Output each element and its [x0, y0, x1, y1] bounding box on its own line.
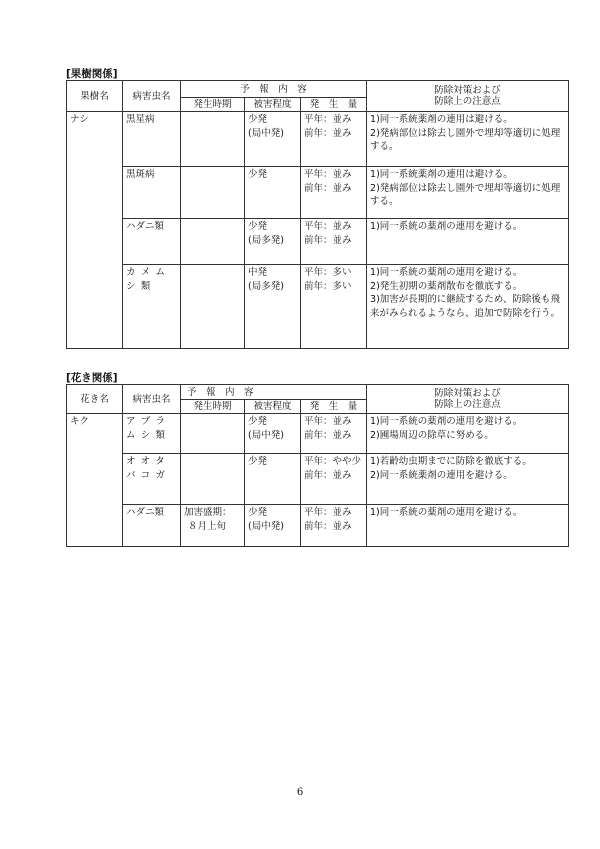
measure-item: 1)同一系統の薬剤の連用を避ける。 — [370, 416, 523, 427]
pest-name: アブラムシ類 — [126, 416, 171, 441]
amount-normal-year: 平年：並み — [304, 114, 352, 125]
damage-value: 少発 — [248, 507, 268, 518]
amount-previous-year: 前年：並み — [304, 234, 352, 246]
timing-cell — [181, 454, 245, 505]
header-measures-line1: 防除対策および — [434, 388, 501, 399]
fruit-pest-table — [66, 80, 569, 349]
amount-previous-year: 前年：並み — [304, 469, 352, 481]
measure-item: 1)同一系統の薬剤の連用を避ける。 — [370, 267, 523, 278]
table-row — [67, 265, 569, 349]
damage-local-value: (局中発) — [248, 520, 284, 532]
damage-value: 少発 — [248, 169, 268, 180]
timing-value: 加害盛期： — [184, 507, 232, 518]
table-row — [67, 112, 569, 167]
measures-cell — [367, 219, 569, 265]
measure-item: 1)同一系統の薬剤の連用を避ける。 — [370, 507, 523, 518]
damage-value: 少発 — [248, 456, 268, 467]
header-amount: 発 生 量 — [301, 400, 367, 414]
pest-name-cell: ハダニ類 — [123, 505, 181, 547]
header-pest-name: 病害虫名 — [123, 81, 181, 112]
amount-cell — [301, 265, 367, 349]
amount-previous-year: 前年：並み — [304, 182, 352, 194]
timing-cell — [181, 219, 245, 265]
damage-value: 少発 — [248, 416, 268, 427]
table-row — [67, 454, 569, 505]
amount-previous-year: 前年：並み — [304, 429, 352, 441]
table-row — [67, 219, 569, 265]
timing-date: ８月上旬 — [188, 520, 227, 532]
timing-cell — [181, 414, 245, 454]
amount-previous-year: 前年：並み — [304, 127, 352, 139]
measure-item: 2)圃場周辺の除草に努める。 — [370, 429, 494, 441]
pest-name-cell — [123, 414, 181, 454]
header-forecast: 予 報 内 容 — [181, 81, 367, 98]
header-crop-name: 果樹名 — [67, 81, 123, 112]
measures-cell — [367, 265, 569, 349]
header-measures-line1: 防除対策および — [434, 85, 501, 96]
measure-item: 2)発病部位は除去し園外で埋却等適切に処理する。 — [370, 127, 561, 152]
damage-cell — [245, 265, 301, 349]
measure-item: 2)発病部位は除去し園外で埋却等適切に処理する。 — [370, 182, 561, 207]
amount-normal-year: 平年：やや少 — [304, 456, 362, 467]
header-measures-line2: 防除上の注意点 — [434, 399, 501, 410]
measure-item: 3)加害が長期的に継続するため、防除後も飛来がみられるようなら、追加で防除を行う。 — [370, 294, 561, 319]
damage-value: 少発 — [248, 114, 268, 125]
measure-item: 1)同一系統薬剤の連用は避ける。 — [370, 114, 513, 125]
pest-name-cell — [123, 265, 181, 349]
damage-local-value: (局多発) — [248, 280, 284, 292]
measures-cell — [367, 505, 569, 547]
damage-cell — [245, 454, 301, 505]
amount-normal-year: 平年：並み — [304, 507, 352, 518]
measure-item: 1)同一系統の薬剤の連用を避ける。 — [370, 221, 523, 232]
damage-local-value: (局多発) — [248, 234, 284, 246]
damage-cell — [245, 414, 301, 454]
pest-name: カメムシ類 — [126, 267, 171, 292]
amount-normal-year: 平年：多い — [304, 267, 352, 278]
timing-cell — [181, 167, 245, 219]
fruit-section-title: [果樹関係] — [66, 68, 118, 80]
pest-name-cell: ハダニ類 — [123, 219, 181, 265]
header-timing: 発生時期 — [181, 98, 245, 112]
header-measures — [367, 385, 569, 414]
table-row — [67, 414, 569, 454]
header-damage: 被害程度 — [245, 98, 301, 112]
timing-cell — [181, 112, 245, 167]
damage-local-value: (局中発) — [248, 127, 284, 139]
flower-pest-table — [66, 384, 569, 547]
amount-cell — [301, 167, 367, 219]
pest-name-cell: 黒星病 — [123, 112, 181, 167]
amount-cell — [301, 505, 367, 547]
amount-cell — [301, 414, 367, 454]
amount-normal-year: 平年：並み — [304, 416, 352, 427]
crop-name-cell: ナシ — [67, 112, 123, 349]
damage-local-value: (局中発) — [248, 429, 284, 441]
measure-item: 2)発生初期の薬剤散布を徹底する。 — [370, 280, 523, 292]
header-timing: 発生時期 — [181, 400, 245, 414]
pest-name: オオタバコガ — [126, 456, 171, 481]
amount-normal-year: 平年：並み — [304, 221, 352, 232]
header-damage: 被害程度 — [245, 400, 301, 414]
measures-cell — [367, 414, 569, 454]
amount-cell — [301, 112, 367, 167]
damage-cell — [245, 219, 301, 265]
damage-cell — [245, 505, 301, 547]
measure-item: 2)同一系統薬剤の連用を避ける。 — [370, 469, 513, 481]
header-measures — [367, 81, 569, 112]
damage-value: 少発 — [248, 221, 268, 232]
header-forecast: 予 報 内 容 — [181, 385, 367, 400]
header-crop-name: 花き名 — [67, 385, 123, 414]
amount-previous-year: 前年：多い — [304, 280, 352, 292]
table-row — [67, 167, 569, 219]
page-number: 6 — [296, 787, 304, 798]
pest-name-cell: 黒斑病 — [123, 167, 181, 219]
measure-item: 1)同一系統薬剤の連用は避ける。 — [370, 169, 513, 180]
flower-section-title: [花き関係] — [66, 372, 118, 384]
timing-cell — [181, 265, 245, 349]
crop-name-cell: キク — [67, 414, 123, 547]
damage-value: 中発 — [248, 267, 268, 278]
amount-normal-year: 平年：並み — [304, 169, 352, 180]
measures-cell — [367, 167, 569, 219]
header-measures-line2: 防除上の注意点 — [434, 96, 501, 107]
amount-cell — [301, 454, 367, 505]
damage-cell — [245, 112, 301, 167]
pest-name-cell — [123, 454, 181, 505]
header-amount: 発 生 量 — [301, 98, 367, 112]
table-row — [67, 505, 569, 547]
measures-cell — [367, 112, 569, 167]
measure-item: 1)若齢幼虫期までに防除を徹底する。 — [370, 456, 532, 467]
header-pest-name: 病害虫名 — [123, 385, 181, 414]
amount-previous-year: 前年：並み — [304, 520, 352, 532]
measures-cell — [367, 454, 569, 505]
timing-cell — [181, 505, 245, 547]
amount-cell — [301, 219, 367, 265]
damage-cell — [245, 167, 301, 219]
